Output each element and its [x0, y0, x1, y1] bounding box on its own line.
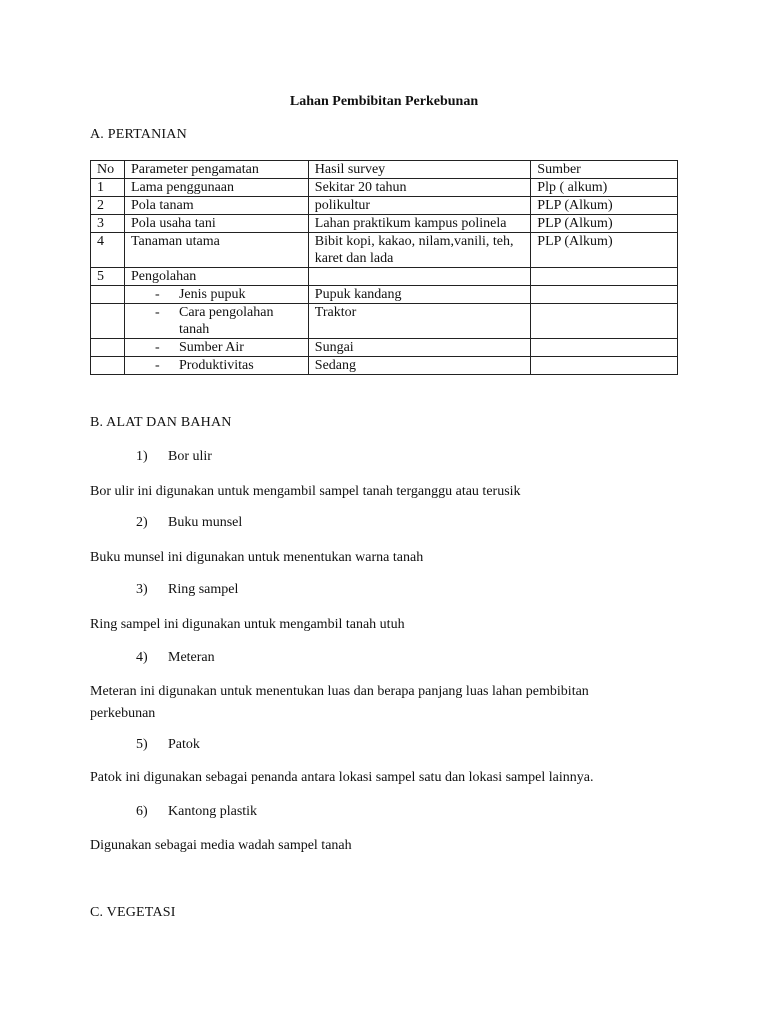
item-description: Meteran ini digunakan untuk menentukan luas dan berapa panjang luas lahan pembibitan perkebunan: [90, 684, 589, 721]
cell-no: 1: [91, 179, 125, 197]
cell-source: [531, 304, 678, 339]
item-description: Buku munsel ini digunakan untuk menentukan warna tanah: [90, 550, 424, 565]
cell-result: [308, 268, 530, 286]
sub-dash: -: [154, 287, 160, 302]
list-item: [136, 515, 242, 531]
cell-no: [91, 339, 125, 357]
item-name: Bor ulir: [168, 449, 212, 464]
list-item: [136, 650, 215, 666]
list-item: [136, 804, 257, 820]
sub-parameter: Sumber Air: [178, 340, 244, 355]
table-row: [91, 197, 678, 215]
cell-source: Plp ( alkum): [531, 179, 678, 197]
cell-source: PLP (Alkum): [531, 233, 678, 268]
table-subrow: [91, 304, 678, 339]
cell-parameter: [124, 339, 308, 357]
cell-result: Traktor: [308, 304, 530, 339]
item-name: Buku munsel: [168, 515, 243, 530]
item-number: 2): [136, 515, 148, 530]
cell-no: [91, 357, 125, 375]
header-source: Sumber: [531, 161, 678, 179]
survey-table: [90, 160, 678, 375]
item-description: Ring sampel ini digunakan untuk mengambil tanah utuh: [90, 617, 405, 632]
cell-no: 2: [91, 197, 125, 215]
cell-no: 5: [91, 268, 125, 286]
header-parameter: Parameter pengamatan: [124, 161, 308, 179]
sub-parameter: Cara pengolahan tanah: [178, 305, 274, 337]
cell-result: Bibit kopi, kakao, nilam,vanili, teh, karet dan lada: [308, 233, 530, 268]
item-number: 4): [136, 650, 148, 665]
cell-source: [531, 268, 678, 286]
table-row: [91, 179, 678, 197]
cell-result: Lahan praktikum kampus polinela: [308, 215, 530, 233]
item-name: Patok: [168, 737, 200, 752]
item-description: Patok ini digunakan sebagai penanda antara lokasi sampel satu dan lokasi sampel lainnya.: [90, 770, 594, 785]
cell-parameter: [124, 304, 308, 339]
table-row: [91, 215, 678, 233]
item-name: Meteran: [168, 650, 215, 665]
cell-parameter: Pengolahan: [124, 268, 308, 286]
item-number: 1): [136, 449, 148, 464]
cell-parameter: Tanaman utama: [124, 233, 308, 268]
cell-parameter: [124, 357, 308, 375]
item-name: Ring sampel: [168, 582, 239, 597]
cell-source: [531, 339, 678, 357]
section-heading-pertanian: A. PERTANIAN: [90, 127, 187, 142]
cell-source: PLP (Alkum): [531, 197, 678, 215]
cell-parameter: Lama penggunaan: [124, 179, 308, 197]
cell-result: Pupuk kandang: [308, 286, 530, 304]
cell-no: 3: [91, 215, 125, 233]
cell-result: Sungai: [308, 339, 530, 357]
cell-result: polikultur: [308, 197, 530, 215]
cell-source: [531, 286, 678, 304]
sub-parameter: Produktivitas: [178, 358, 254, 373]
sub-dash: -: [154, 358, 160, 373]
item-name: Kantong plastik: [168, 804, 258, 819]
cell-parameter: Pola tanam: [124, 197, 308, 215]
table-subrow: [91, 286, 678, 304]
cell-source: [531, 357, 678, 375]
header-no: No: [91, 161, 125, 179]
item-number: 3): [136, 582, 148, 597]
list-item: [136, 449, 212, 465]
cell-result: Sekitar 20 tahun: [308, 179, 530, 197]
item-number: 5): [136, 737, 148, 752]
table-row: [91, 233, 678, 268]
list-item: [136, 737, 200, 753]
section-heading-alat-dan-bahan: B. ALAT DAN BAHAN: [90, 415, 232, 430]
sub-dash: -: [154, 340, 160, 355]
document-title: Lahan Pembibitan Perkebunan: [289, 94, 479, 109]
sub-parameter: Jenis pupuk: [178, 287, 246, 302]
cell-result: Sedang: [308, 357, 530, 375]
cell-source: PLP (Alkum): [531, 215, 678, 233]
sub-dash: -: [154, 305, 160, 320]
header-result: Hasil survey: [308, 161, 530, 179]
item-number: 6): [136, 804, 148, 819]
item-description: Digunakan sebagai media wadah sampel tanah: [90, 838, 352, 853]
item-description: Bor ulir ini digunakan untuk mengambil sampel tanah terganggu atau terusik: [90, 484, 521, 499]
table-row: [91, 268, 678, 286]
table-subrow: [91, 339, 678, 357]
cell-no: [91, 304, 125, 339]
list-item: [136, 582, 238, 598]
cell-no: [91, 286, 125, 304]
section-heading-vegetasi: C. VEGETASI: [90, 905, 176, 920]
table-subrow: [91, 357, 678, 375]
cell-parameter: [124, 286, 308, 304]
cell-parameter: Pola usaha tani: [124, 215, 308, 233]
table-header-row: [91, 161, 678, 179]
cell-no: 4: [91, 233, 125, 268]
